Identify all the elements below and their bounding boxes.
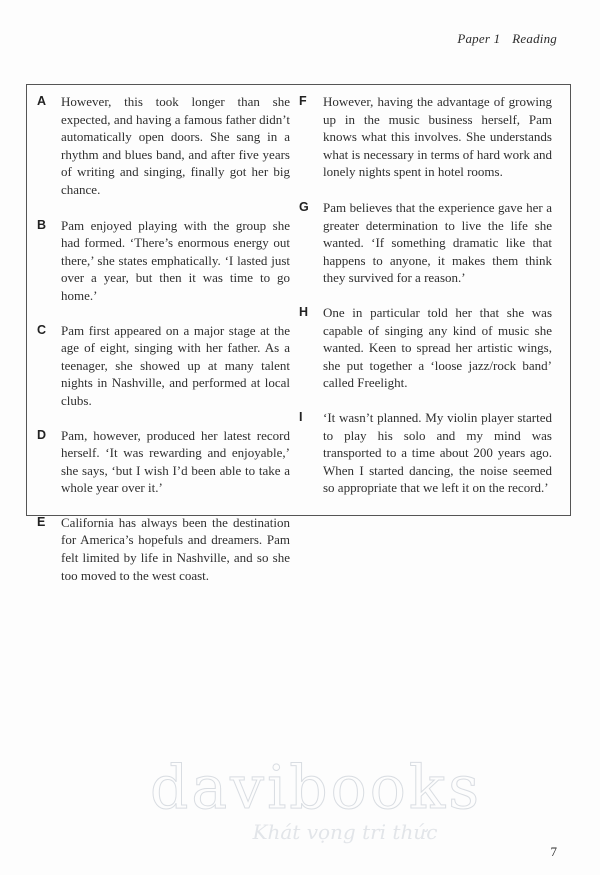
option-text: Pam enjoyed playing with the group she had formed. ‘There’s enormous energy out there,’ she states emphatically. ‘I lasted just over a year, but then it was time to go home.’ <box>61 217 290 303</box>
option-d <box>37 427 290 497</box>
options-left-column <box>37 93 290 584</box>
option-c <box>37 322 290 410</box>
option-letter: E <box>37 514 46 529</box>
page-number: 7 <box>550 844 557 859</box>
option-e <box>37 514 290 584</box>
running-header <box>457 31 557 47</box>
option-text: However, this took longer than she expected, and having a famous father didn’t automatically open doors. She sang in a rhythm and blues band, and after five years of writing and singing, finally got her big chance. <box>61 94 290 197</box>
publisher-watermark <box>150 753 483 844</box>
options-right-column <box>299 93 552 497</box>
option-text: One in particular told her that she was capable of singing any kind of music she wanted. Keen to spread her artistic wings, she put together a ‘loose jazz/rock band’ called Freelight. <box>323 304 552 391</box>
option-i <box>299 409 552 497</box>
option-letter: F <box>299 94 307 108</box>
option-text: ‘It wasn’t planned. My violin player started to play his solo and my mind was transported to a time about 200 years ago. When I started dancing, the noise seemed so appropriate that we left it on the record.’ <box>323 409 552 496</box>
option-letter: I <box>299 409 303 424</box>
option-text: Pam believes that the experience gave her a greater determination to live the life she wanted. ‘If something dramatic like that happens to anyone, it makes them think they survived for a reason.’ <box>323 199 552 286</box>
option-text: Pam first appeared on a major stage at the age of eight, singing with her father. As a teenager, she showed up at many talent nights in Nashville, and performed at local clubs. <box>61 322 290 408</box>
option-letter: B <box>37 217 47 232</box>
option-g <box>299 199 552 287</box>
option-letter: D <box>37 427 47 442</box>
header-paper: Paper 1 <box>457 31 501 46</box>
options-box <box>26 84 571 583</box>
option-letter: G <box>299 199 309 214</box>
option-letter: A <box>37 94 47 108</box>
option-letter: C <box>37 322 47 337</box>
option-letter: H <box>299 304 309 319</box>
watermark-brand: davibooks <box>150 753 483 823</box>
watermark-tagline: Khát vọng tri thức <box>252 820 438 844</box>
option-text: However, having the advantage of growing up in the music business herself, Pam knows what this involves. She understands what is necessary in terms of hard work and lonely nights spent in hotel rooms. <box>323 94 552 180</box>
header-section: Reading <box>512 31 557 46</box>
option-a <box>37 93 290 199</box>
option-text: California has always been the destination for America’s hopefuls and dreamers. Pam felt limited by life in Nashville, and so she too moved to the west coast. <box>61 514 290 583</box>
option-text: Pam, however, produced her latest record herself. ‘It was rewarding and enjoyable,’ she says, ‘but I wish I’d been able to take a whole year over it.’ <box>61 427 290 496</box>
option-b <box>37 217 290 305</box>
option-f <box>299 93 552 181</box>
option-h <box>299 304 552 392</box>
